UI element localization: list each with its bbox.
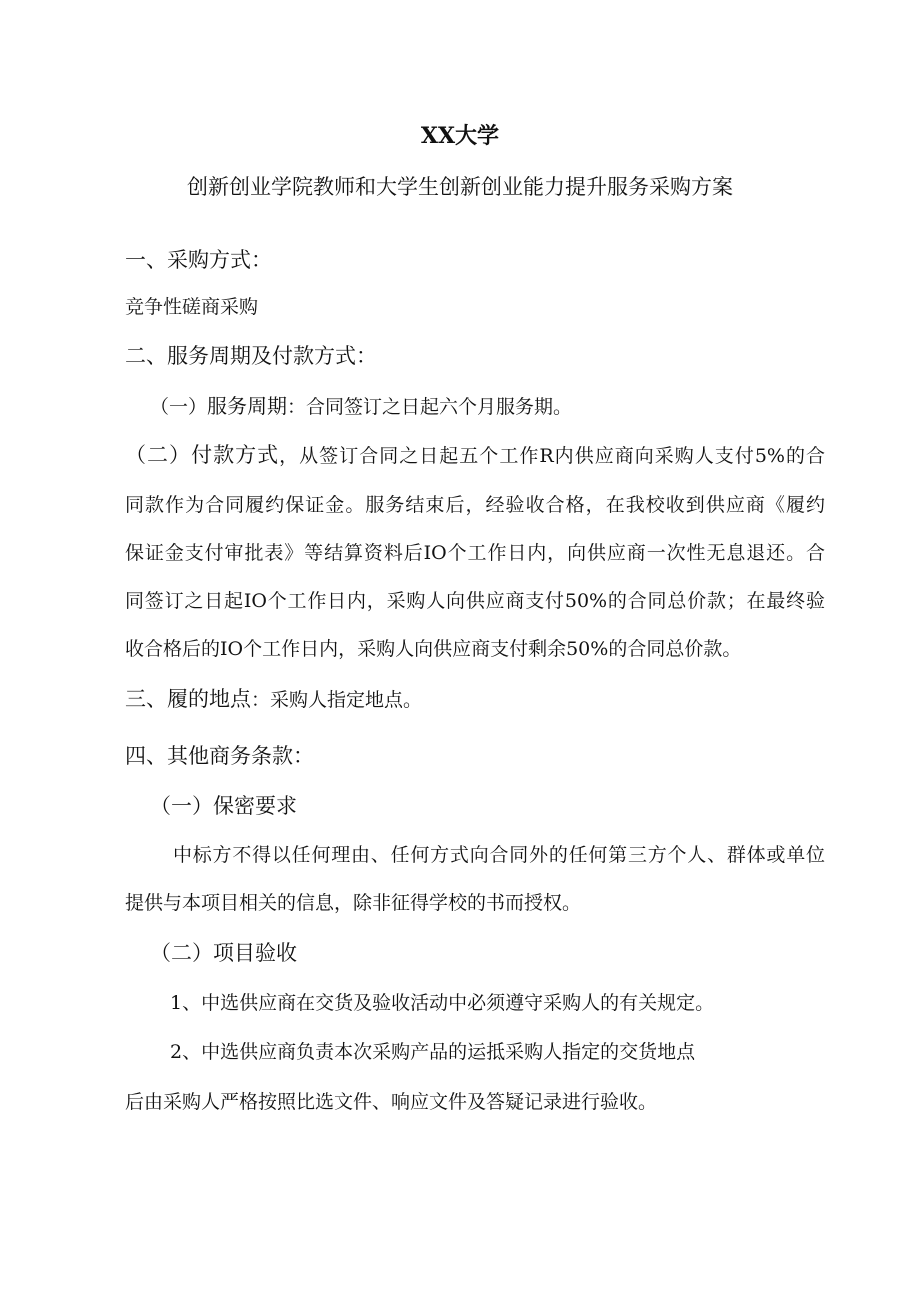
confidentiality-line-1: 中标方不得以任何理由、任何方式向合同外的任何第三方个人、群体或单位 (173, 844, 825, 866)
payment-text-1: ，从签订合同之日起五个工作R内供应商向采购人支付5%的合 (279, 445, 826, 467)
acceptance-item-2: 2、中选供应商负责本次采购产品的运抵采购人指定的交货地点 (170, 1041, 696, 1063)
service-period-text: ：合同签订之日起六个月服务期。 (287, 396, 573, 418)
section4-heading: 四、其他商务条款： (125, 744, 314, 768)
section3-content: ：采购人指定地点。 (251, 689, 423, 711)
acceptance-item-1: 1、中选供应商在交货及验收活动中必须遵守采购人的有关规定。 (170, 992, 715, 1014)
service-period-title: 服务周期 (207, 394, 288, 418)
document-title: 创新创业学院教师和大学生创新创业能力提升服务采购方案 (187, 175, 733, 199)
payment-label: （二） (125, 443, 192, 467)
payment-title: 付款方式 (191, 443, 280, 467)
payment-line-3: 保证金支付审批表》等结算资料后IO个工作日内，向供应商一次性无息退还。合 (125, 542, 825, 564)
acceptance-item-2-continued: 后由采购人严格按照比选文件、响应文件及答疑记录进行验收。 (125, 1091, 658, 1113)
confidentiality-line-2: 提供与本项目相关的信息，除非征得学校的书而授权。 (125, 892, 582, 914)
payment-line-2: 同款作为合同履约保证金。服务结束后，经验收合格，在我校收到供应商《履约 (125, 494, 825, 516)
section1-heading: 一、采购方式： (125, 248, 272, 272)
university-name: XX大学 (420, 123, 500, 149)
acceptance-heading: （二）项目验收 (150, 941, 297, 965)
confidentiality-heading: （一）保密要求 (150, 794, 297, 818)
section1-content: 竞争性磋商采购 (125, 296, 259, 318)
payment-line-5: 收合格后的IO个工作日内，采购人向供应商支付剩余50%的合同总价款。 (125, 638, 742, 660)
payment-line-1 (125, 441, 825, 470)
section3-heading: 三、履的地点 (125, 687, 251, 711)
service-period-label: （一） (150, 396, 208, 418)
payment-line-4: 同签订之日起IO个工作日内，采购人向供应商支付50%的合同总价款；在最终验 (125, 590, 825, 612)
section2-heading: 二、服务周期及付款方式： (125, 344, 377, 368)
section3-line (125, 685, 422, 714)
service-period-line (150, 392, 572, 421)
